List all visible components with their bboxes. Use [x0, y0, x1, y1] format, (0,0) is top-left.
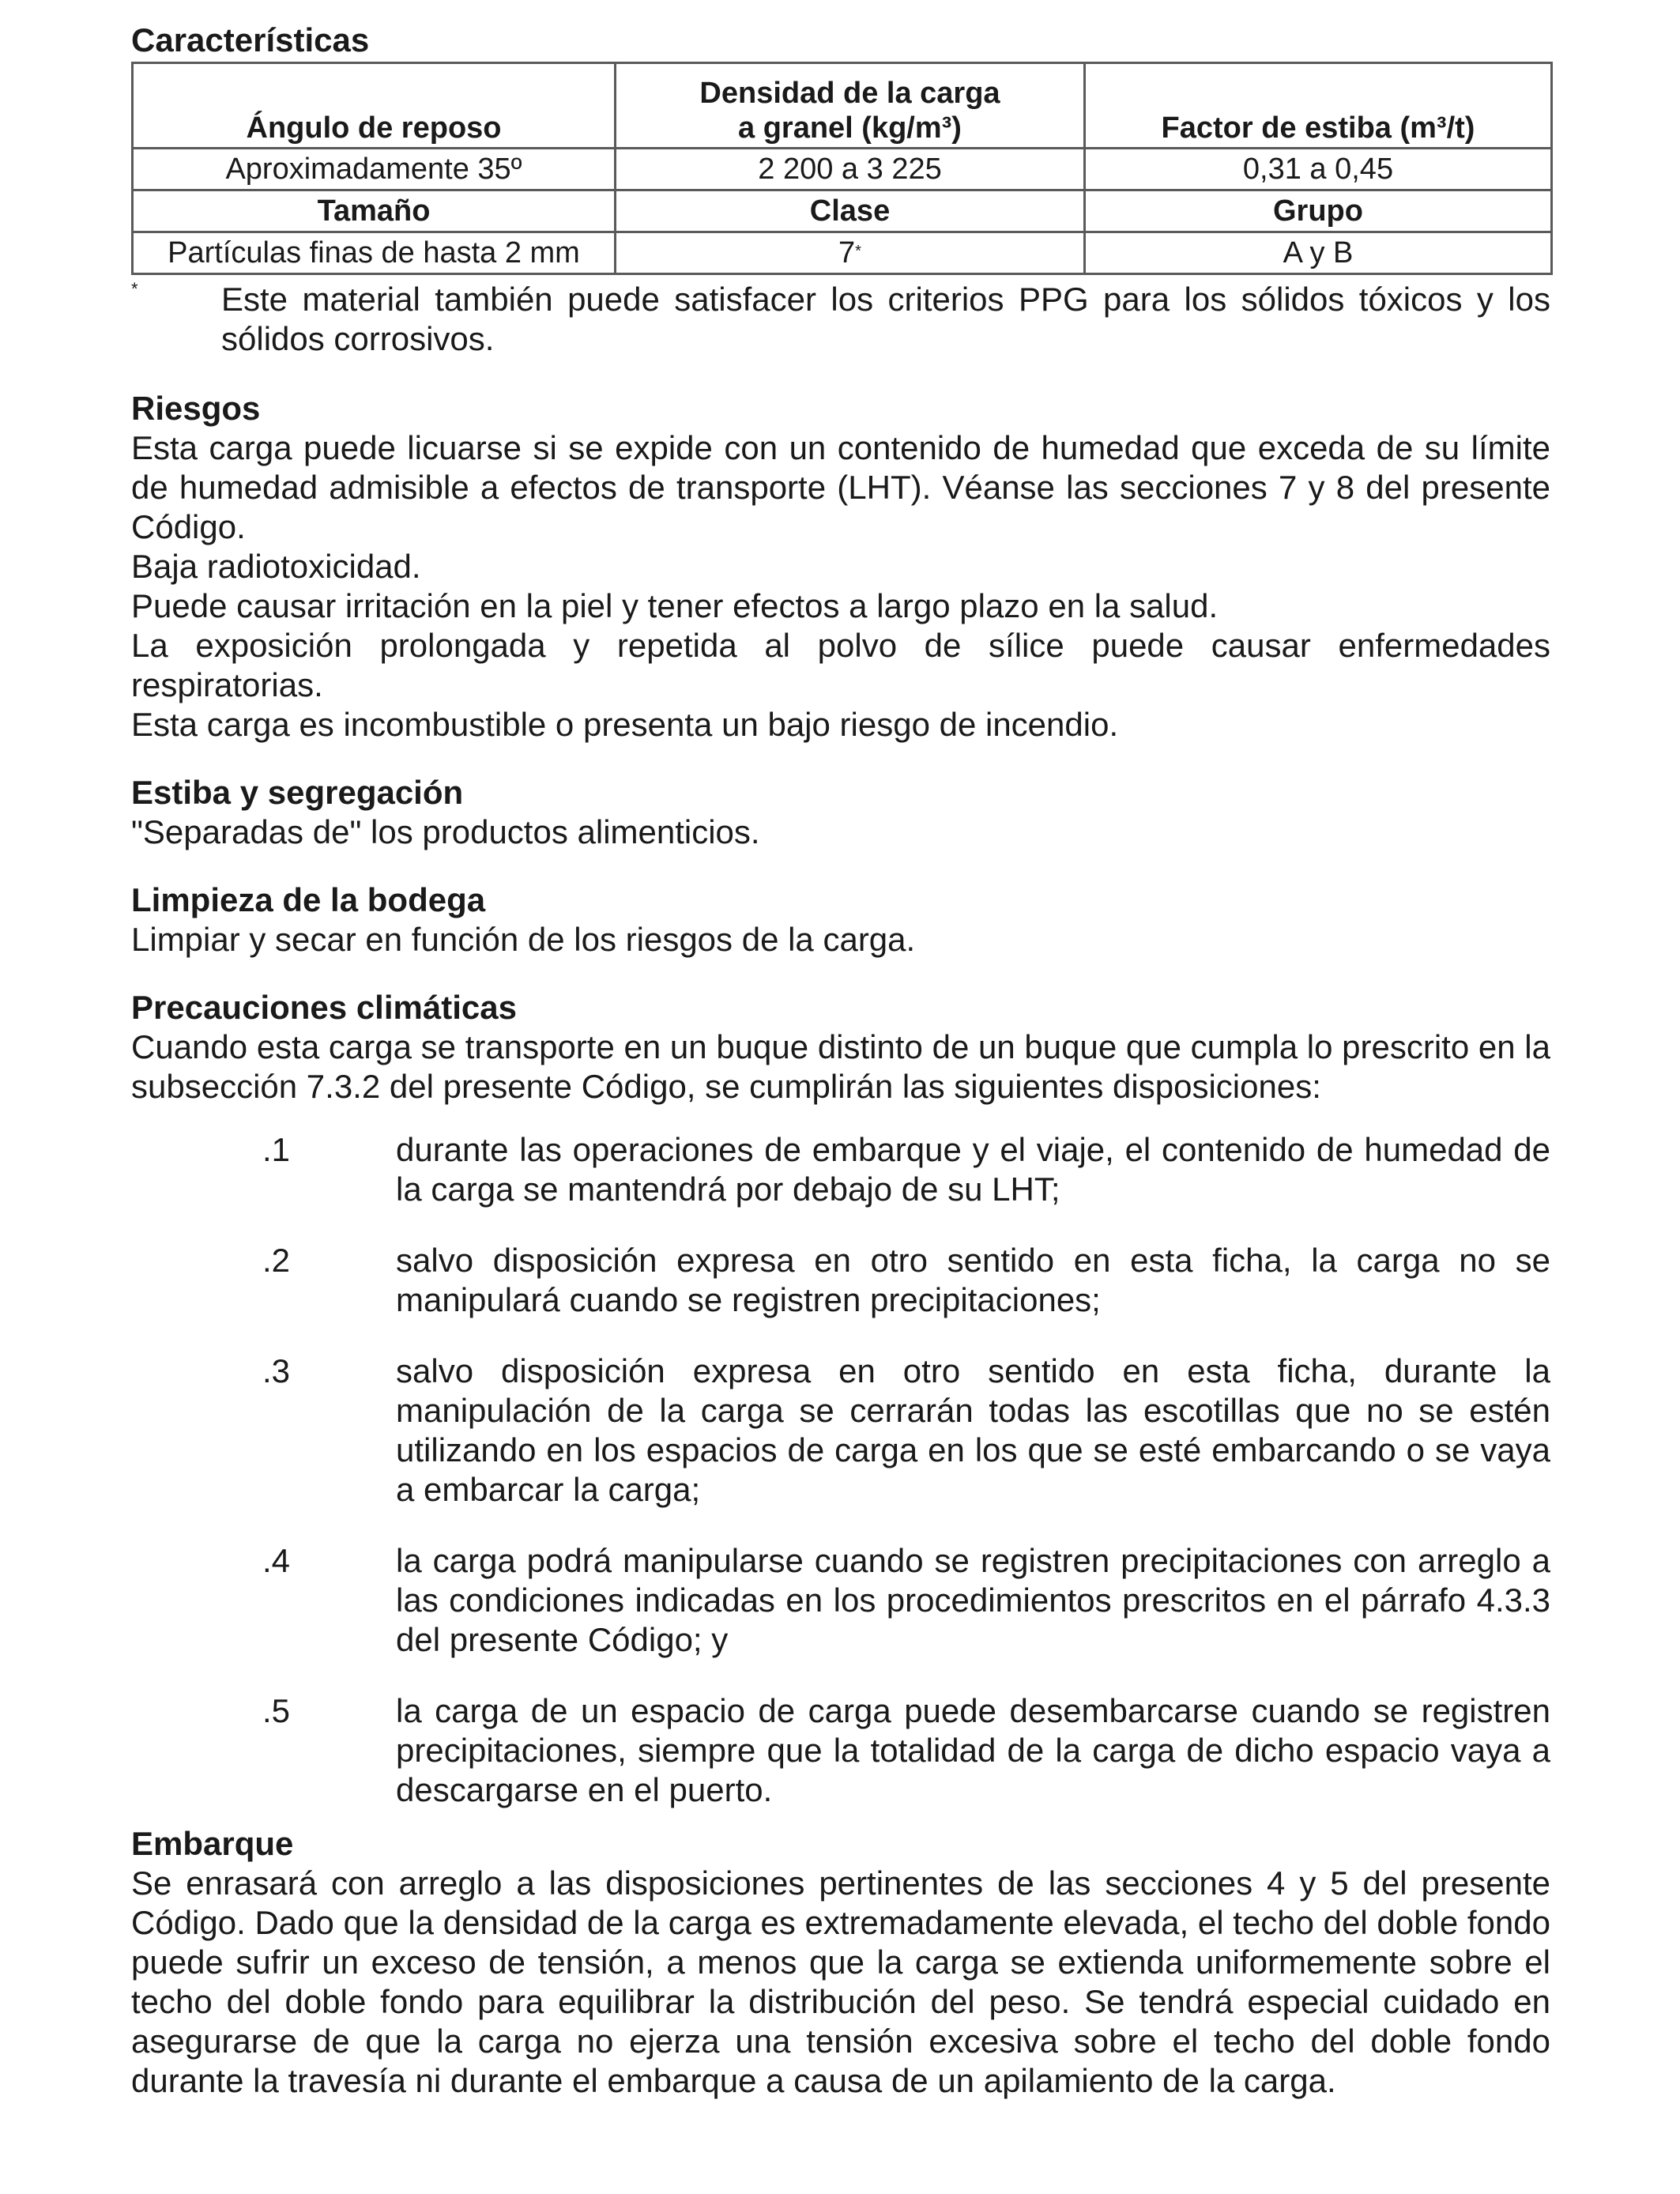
table-header-row: [133, 63, 1552, 149]
weather-heading: Precauciones climáticas: [131, 989, 517, 1026]
list-item: [131, 1241, 1550, 1320]
risks-paragraph: Puede causar irritación en la piel y tener efectos a largo plazo en la salud.: [131, 587, 1219, 624]
list-item: [131, 1541, 1550, 1660]
list-item-text: la carga podrá manipularse cuando se registren precipitaciones con arreglo a las condiciones indicadas en los procedimientos prescritos en el párrafo 4.3.3 del presente Código; y: [396, 1542, 1550, 1658]
list-item-number: .5: [262, 1692, 291, 1729]
footnote-mark: *: [131, 279, 138, 299]
stowage-factor-value: 0,31 a 0,45: [1085, 149, 1552, 190]
list-item: [131, 1351, 1550, 1510]
table-row: [133, 232, 1552, 274]
class-footnote-mark: *: [855, 243, 861, 260]
header-class: Clase: [616, 190, 1085, 232]
list-item-number: .1: [262, 1131, 291, 1168]
list-item-text: salvo disposición expresa en otro sentido en esta ficha, durante la manipulación de la carga se cerrarán todas las escotillas que no se estén utilizando en los espacios de carga en los que se esté embarcando o se vaya a embarcar la carga;: [396, 1352, 1550, 1508]
table-row: [133, 149, 1552, 190]
hold-cleanliness-heading: Limpieza de la bodega: [131, 881, 486, 918]
list-item: [131, 1691, 1550, 1810]
header-angle-of-repose: Ángulo de reposo: [133, 63, 616, 149]
header-bulk-density-line2: a granel (kg/m³): [738, 111, 962, 145]
risks-paragraph: La exposición prolongada y repetida al polvo de sílice puede causar enfermedades respiratorias.: [131, 627, 1550, 703]
header-stowage-factor: Factor de estiba (m³/t): [1085, 63, 1552, 149]
risks-paragraph: Esta carga puede licuarse si se expide con un contenido de humedad que exceda de su límite de humedad admisible a efectos de transporte (LHT). Véanse las secciones 7 y 8 del presente Código.: [131, 429, 1550, 545]
table-subheader-row: [133, 190, 1552, 232]
angle-of-repose-value: Aproximadamente 35º: [133, 149, 616, 190]
header-bulk-density-line1: Densidad de la carga: [699, 77, 1000, 110]
list-item-text: durante las operaciones de embarque y el viaje, el contenido de humedad de la carga se mantendrá por debajo de su LHT;: [396, 1131, 1550, 1208]
class-value: 7: [838, 236, 856, 270]
list-item-number: .2: [262, 1242, 291, 1279]
table-footnote: [131, 280, 1550, 359]
weather-list: [131, 1130, 1550, 1810]
loading-heading: Embarque: [131, 1825, 294, 1862]
risks-paragraph: Esta carga es incombustible o presenta un bajo riesgo de incendio.: [131, 706, 1119, 743]
characteristics-table: [131, 62, 1553, 275]
list-item: [131, 1130, 1550, 1209]
loading-text: Se enrasará con arreglo a las disposiciones pertinentes de las secciones 4 y 5 del presente Código. Dado que la densidad de la carga es extremadamente elevada, el techo del doble fondo puede sufrir un exceso de tensión, a menos que la carga se extienda uniformemente sobre el techo del doble fondo para equilibrar la distribución del peso. Se tendrá especial cuidado en asegurarse de que la carga no ejerza una tensión excesiva sobre el techo del doble fondo durante la travesía ni durante el embarque a causa de un apilamiento de la carga.: [131, 1864, 1550, 2099]
list-item-number: .4: [262, 1542, 291, 1579]
list-item-text: salvo disposición expresa en otro sentido en esta ficha, la carga no se manipulará cuando se registren precipitaciones;: [396, 1242, 1550, 1318]
footnote-text: Este material también puede satisfacer los criterios PPG para los sólidos tóxicos y los sólidos corrosivos.: [221, 281, 1550, 357]
list-item-text: la carga de un espacio de carga puede desembarcarse cuando se registren precipitaciones, siempre que la totalidad de la carga de dicho espacio vaya a descargarse en el puerto.: [396, 1692, 1550, 1808]
risks-heading: Riesgos: [131, 390, 261, 427]
header-group: Grupo: [1085, 190, 1552, 232]
stowage-text: "Separadas de" los productos alimenticios.: [131, 813, 760, 850]
hold-cleanliness-text: Limpiar y secar en función de los riesgos de la carga.: [131, 921, 916, 958]
risks-paragraph: Baja radiotoxicidad.: [131, 548, 421, 585]
list-item-number: .3: [262, 1352, 291, 1389]
size-value: Partículas finas de hasta 2 mm: [133, 232, 616, 274]
header-bulk-density: [616, 63, 1085, 149]
stowage-heading: Estiba y segregación: [131, 774, 464, 811]
header-size: Tamaño: [133, 190, 616, 232]
group-value: A y B: [1085, 232, 1552, 274]
class-value-cell: [616, 232, 1085, 274]
weather-intro: Cuando esta carga se transporte en un buque distinto de un buque que cumpla lo prescrito en la subsección 7.3.2 del presente Código, se cumplirán las siguientes disposiciones:: [131, 1028, 1550, 1105]
characteristics-heading: Características: [131, 21, 370, 58]
bulk-density-value: 2 200 a 3 225: [616, 149, 1085, 190]
document-page: [131, 21, 1550, 2101]
